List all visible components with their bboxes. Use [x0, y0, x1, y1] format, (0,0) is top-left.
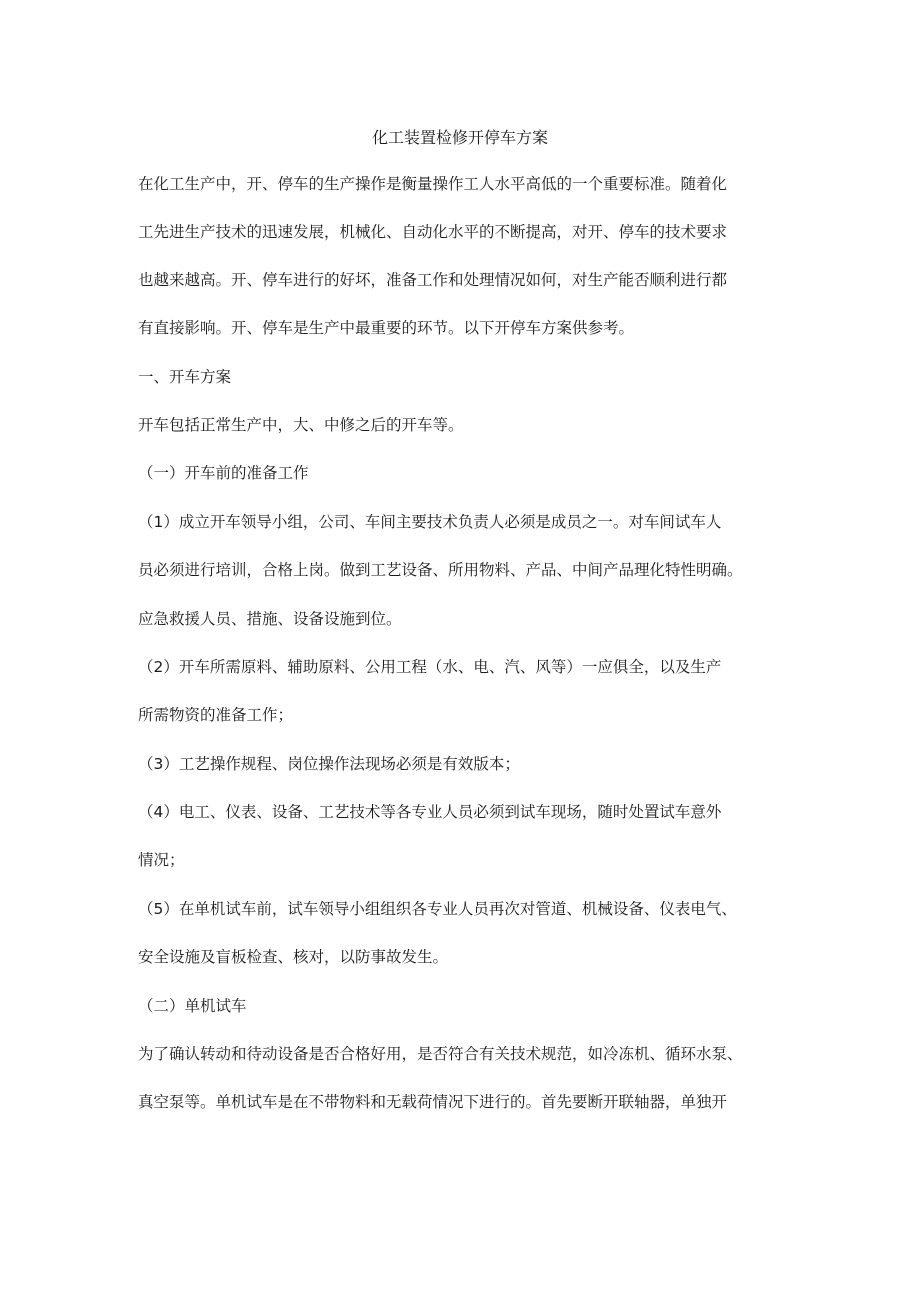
startup-intro: 开车包括正常生产中，大、中修之后的开车等。 [138, 416, 464, 434]
single-test-line-2: 真空泵等。单机试车是在不带物料和无载荷情况下进行的。首先要断开联轴器，单独开 [138, 1093, 728, 1111]
single-test-line-1: 为了确认转动和待动设备是否合格好用，是否符合有关技术规范，如冷冻机、循环水泵、 [138, 1045, 743, 1063]
section-heading-startup: 一、开车方案 [138, 368, 232, 386]
subsection-heading-preparation: （一）开车前的准备工作 [138, 464, 309, 482]
item-1-line-2: 员必须进行培训，合格上岗。做到工艺设备、所用物料、产品、中间产品理化特性明确。 [138, 561, 743, 579]
item-2-line-1: （2）开车所需原料、辅助原料、公用工程（水、电、汽、风等）一应俱全，以及生产 [138, 658, 722, 676]
intro-line-2: 工先进生产技术的迅速发展，机械化、自动化水平的不断提高，对开、停车的技术要求 [138, 223, 728, 241]
intro-line-4: 有直接影响。开、停车是生产中最重要的环节。以下开停车方案供参考。 [138, 319, 635, 337]
item-5-line-2: 安全设施及盲板检查、核对，以防事故发生。 [138, 948, 449, 966]
item-5-line-1: （5）在单机试车前，试车领导小组组织各专业人员再次对管道、机械设备、仪表电气、 [138, 900, 737, 918]
item-4-line-2: 情况； [138, 851, 185, 869]
intro-line-1: 在化工生产中，开、停车的生产操作是衡量操作工人水平高低的一个重要标准。随着化 [138, 175, 728, 193]
item-4-line-1: （4）电工、仪表、设备、工艺技术等各专业人员必须到试车现场，随时处置试车意外 [138, 803, 722, 821]
document-title: 化工装置检修开停车方案 [371, 128, 548, 147]
subsection-heading-single-test: （二）单机试车 [138, 997, 247, 1015]
item-3: （3）工艺操作规程、岗位操作法现场必须是有效版本； [138, 755, 520, 773]
item-1-line-1: （1）成立开车领导小组，公司、车间主要技术负责人必须是成员之一。对车间试车人 [138, 513, 722, 531]
intro-line-3: 也越来越高。开、停车进行的好坏，准备工作和处理情况如何，对生产能否顺利进行都 [138, 271, 728, 289]
item-1-line-3: 应急救援人员、措施、设备设施到位。 [138, 610, 402, 628]
item-2-line-2: 所需物资的准备工作； [138, 706, 294, 724]
